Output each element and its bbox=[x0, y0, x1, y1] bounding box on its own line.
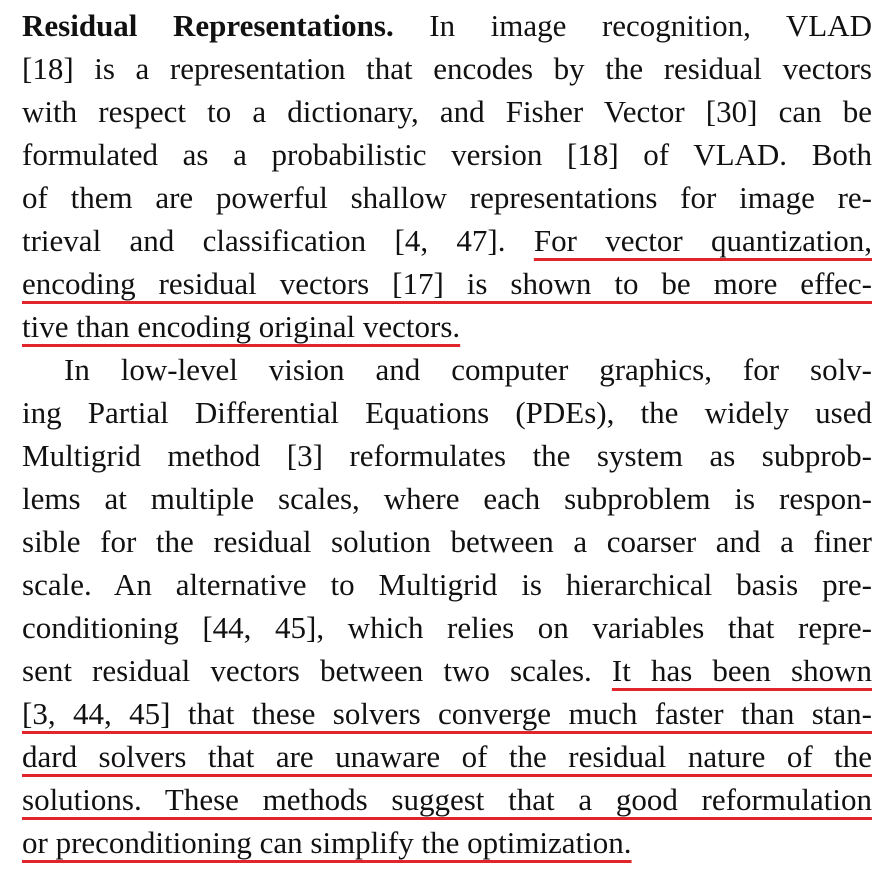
text-line: Multigrid method [3] reformulates the system as subprob- bbox=[22, 438, 872, 473]
highlighted-text: solutions. These methods suggest that a good reformulation bbox=[22, 782, 872, 817]
text-line bbox=[22, 219, 872, 262]
text-line: of them are powerful shallow representations for image re- bbox=[22, 180, 872, 215]
highlighted-text: For vector quantization, bbox=[533, 223, 873, 258]
paragraph-multigrid bbox=[22, 348, 872, 864]
text-line bbox=[22, 821, 872, 864]
section-heading: Residual Representations. bbox=[22, 8, 394, 43]
text-line: with respect to a dictionary, and Fisher Vector [30] can be bbox=[22, 94, 872, 129]
text-line: [18] is a representation that encodes by the residual vectors bbox=[22, 51, 872, 86]
text-span: In image recognition, VLAD bbox=[393, 8, 872, 43]
text-line bbox=[22, 305, 872, 348]
text-line bbox=[22, 778, 872, 821]
text-span: trieval and classification [4, 47]. bbox=[22, 223, 506, 258]
text-line: In low-level vision and computer graphics, for solv- bbox=[64, 352, 872, 387]
highlighted-text: dard solvers that are unaware of the residual nature of the bbox=[22, 739, 872, 774]
text-line bbox=[22, 4, 872, 47]
text-line: conditioning [44, 45], which relies on variables that repre- bbox=[22, 610, 872, 645]
text-line: formulated as a probabilistic version [18] of VLAD. Both bbox=[22, 137, 872, 172]
highlighted-text: tive than encoding original vectors. bbox=[22, 309, 461, 344]
text-line: scale. An alternative to Multigrid is hierarchical basis pre- bbox=[22, 567, 872, 602]
text-line bbox=[22, 262, 872, 305]
text-span: sent residual vectors between two scales. bbox=[22, 653, 592, 688]
text-line bbox=[22, 692, 872, 735]
text-line bbox=[22, 735, 872, 778]
paragraph-residual-representations bbox=[22, 4, 872, 348]
text-line: lems at multiple scales, where each subproblem is respon- bbox=[22, 481, 872, 516]
highlighted-text: or preconditioning can simplify the optimization. bbox=[22, 825, 632, 860]
paper-excerpt bbox=[22, 4, 872, 864]
text-line: ing Partial Differential Equations (PDEs), the widely used bbox=[22, 395, 872, 430]
highlighted-text: It has been shown bbox=[611, 653, 872, 688]
highlighted-text: encoding residual vectors [17] is shown to be more effec- bbox=[22, 266, 872, 301]
text-line bbox=[22, 649, 872, 692]
text-line: sible for the residual solution between a coarser and a finer bbox=[22, 524, 872, 559]
highlighted-text: [3, 44, 45] that these solvers converge much faster than stan- bbox=[22, 696, 872, 731]
